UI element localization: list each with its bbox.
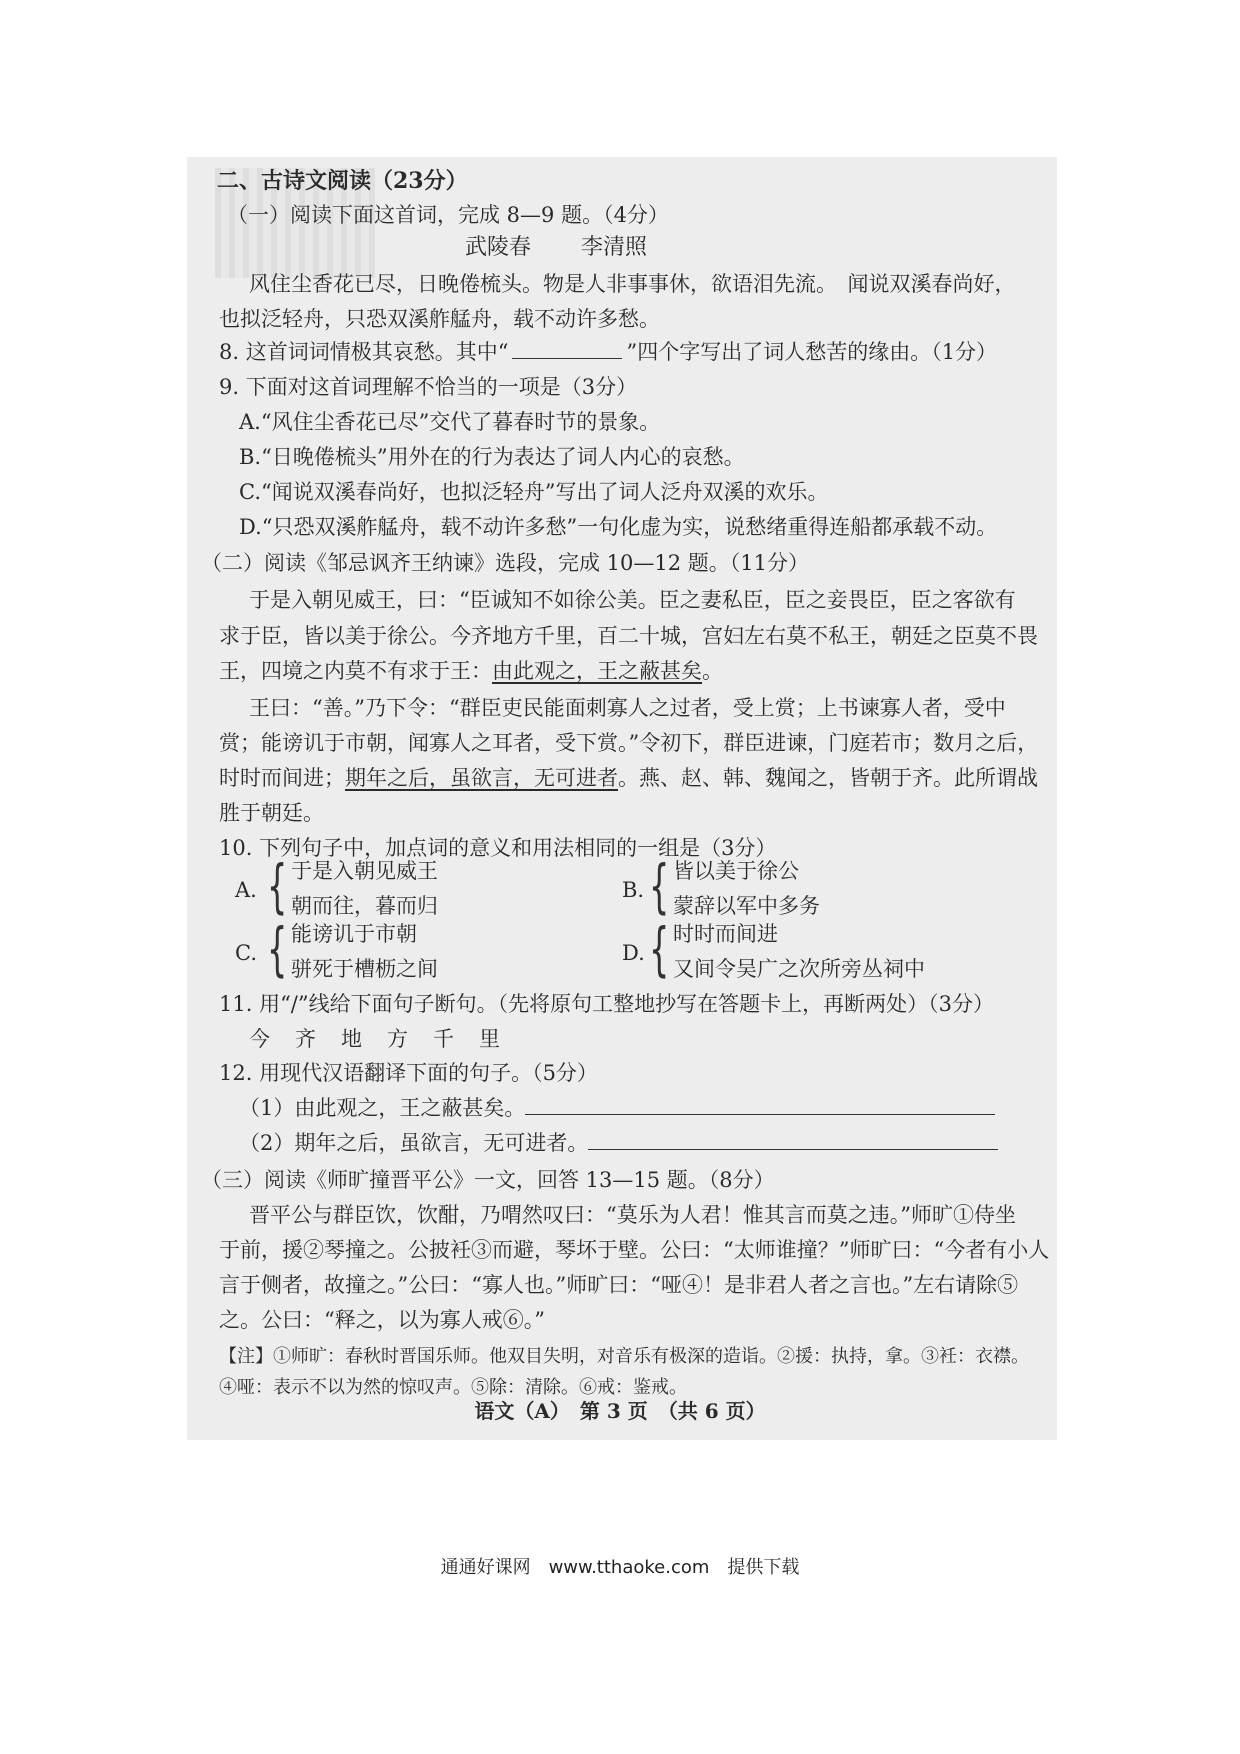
answer-line [525, 1094, 995, 1115]
question-8: 8. 这首词词情极其哀愁。其中“ ”四个字写出了词人愁苦的缘由。（1分） [219, 340, 998, 364]
poem-line: 也拟泛轻舟，只恐双溪舴艋舟，载不动许多愁。 [219, 307, 660, 331]
q10-label-c: C. [235, 941, 257, 965]
q10-a1: 于是入朝见威王 [291, 859, 438, 883]
scanned-page [187, 157, 1057, 1440]
question-12: 12. 用现代汉语翻译下面的句子。（5分） [219, 1061, 598, 1085]
q10-b1: 皆以美于徐公 [673, 859, 799, 883]
q12-item-1: （1）由此观之，王之蔽甚矣。 [239, 1094, 995, 1122]
question-9: 9. 下面对这首词理解不恰当的一项是（3分） [219, 375, 638, 399]
passage-line: 王，四境之内莫不有求于王：由此观之，王之蔽甚矣。 [219, 659, 723, 683]
passage-line: 时时而间进；期年之后，虽欲言，无可进者。燕、赵、韩、魏闻之，皆朝于齐。此所谓战 [219, 766, 1038, 790]
brace-icon: { [649, 915, 670, 983]
q10-d1: 时时而间进 [673, 922, 778, 946]
question-11: 11. 用“/”线给下面句子断句。（先将原句工整地抄写在答题卡上，再断两处）（3分） [219, 992, 994, 1016]
underlined-sentence: 由此观之，王之蔽甚矣 [492, 659, 702, 683]
passage-line: 之。公曰：“释之，以为寡人戒⑥。” [219, 1308, 545, 1332]
passage-line: 于是入朝见威王，曰：“臣诚知不如徐公美。臣之妻私臣，臣之妾畏臣，臣之客欲有 [249, 588, 1016, 612]
passage-line: 言于侧者，故撞之。”公曰：“寡人也。”师旷曰：“哑④！是非君人者之言也。”左右请除⑤ [219, 1273, 1019, 1297]
page-number: 语文（A） 第 3 页 （共 6 页） [474, 1399, 766, 1423]
answer-line [588, 1129, 998, 1150]
q10-d2: 又间令吴广之次所旁丛祠中 [673, 957, 925, 981]
q12-item-2: （2）期年之后，虽欲言，无可进者。 [239, 1129, 998, 1157]
annotation-note: 【注】①师旷：春秋时晋国乐师。他双目失明，对音乐有极深的造诣。②援：执持，拿。③衽：衣襟。 [219, 1346, 1029, 1367]
answer-blank [512, 338, 622, 359]
passage-line: 求于臣，皆以美于徐公。今齐地方千里，百二十城，宫妇左右莫不私王，朝廷之臣莫不畏 [219, 624, 1038, 648]
passage-line: 赏；能谤讥于市朝，闻寡人之耳者，受下赏。”令初下，群臣进谏，门庭若市；数月之后， [219, 731, 1039, 755]
passage-line: 王曰：“善。”乃下令：“群臣吏民能面刺寡人之过者，受上赏；上书谏寡人者，受中 [249, 696, 1006, 720]
option-b: B.“日晚倦梳头”用外在的行为表达了词人内心的哀愁。 [239, 445, 745, 469]
part1-instruction: （一）阅读下面这首词，完成 8—9 题。（4分） [227, 203, 669, 227]
q10-c1: 能谤讥于市朝 [291, 922, 417, 946]
annotation-note: ④哑：表示不以为然的惊叹声。⑤除：清除。⑥戒：鉴戒。 [219, 1377, 687, 1398]
brace-icon: { [649, 852, 670, 920]
q10-c2: 骈死于槽枥之间 [291, 957, 438, 981]
option-a: A.“风住尘香花已尽”交代了暮春时节的景象。 [239, 410, 661, 434]
part3-instruction: （三）阅读《师旷撞晋平公》一文，回答 13—15 题。（8分） [201, 1168, 775, 1192]
poem-author: 李清照 [581, 235, 648, 260]
q11-sentence: 今 齐 地 方 千 里 [249, 1027, 502, 1051]
q10-label-b: B. [622, 878, 645, 902]
option-c: C.“闻说双溪春尚好，也拟泛轻舟”写出了词人泛舟双溪的欢乐。 [239, 480, 829, 504]
question-10: 10. 下列句子中，加点词的意义和用法相同的一组是（3分） [219, 836, 777, 860]
brace-icon: { [267, 915, 288, 983]
option-d: D.“只恐双溪舴艋舟，载不动许多愁”一句化虚为实，说愁绪重得连船都承载不动。 [239, 515, 998, 539]
q10-a2: 朝而往，暮而归 [291, 894, 438, 918]
footer-credit: 通通好课网 www.tthaoke.com 提供下载 [440, 1557, 800, 1578]
section-title: 二、古诗文阅读（23分） [217, 168, 468, 194]
passage-line: 晋平公与群臣饮，饮酣，乃喟然叹曰：“莫乐为人君！惟其言而莫之违。”师旷①侍坐 [249, 1203, 1016, 1227]
passage-line: 胜于朝廷。 [219, 801, 324, 825]
brace-icon: { [267, 852, 288, 920]
underlined-sentence: 期年之后，虽欲言，无可进者 [345, 766, 618, 790]
q10-label-a: A. [235, 878, 257, 902]
poem-title-row [465, 234, 647, 262]
q10-label-d: D. [622, 941, 645, 965]
part2-instruction: （二）阅读《邹忌讽齐王纳谏》选段，完成 10—12 题。（11分） [201, 551, 810, 575]
passage-line: 于前，援②琴撞之。公披衽③而避，琴坏于壁。公曰：“太师谁撞？”师旷曰：“今者有小人 [219, 1238, 1050, 1262]
poem-title: 武陵春 [465, 235, 532, 260]
poem-line: 风住尘香花已尽，日晚倦梳头。物是人非事事休，欲语泪先流。 闻说双溪春尚好， [249, 272, 1016, 296]
q10-b2: 蒙辞以军中多务 [673, 894, 820, 918]
